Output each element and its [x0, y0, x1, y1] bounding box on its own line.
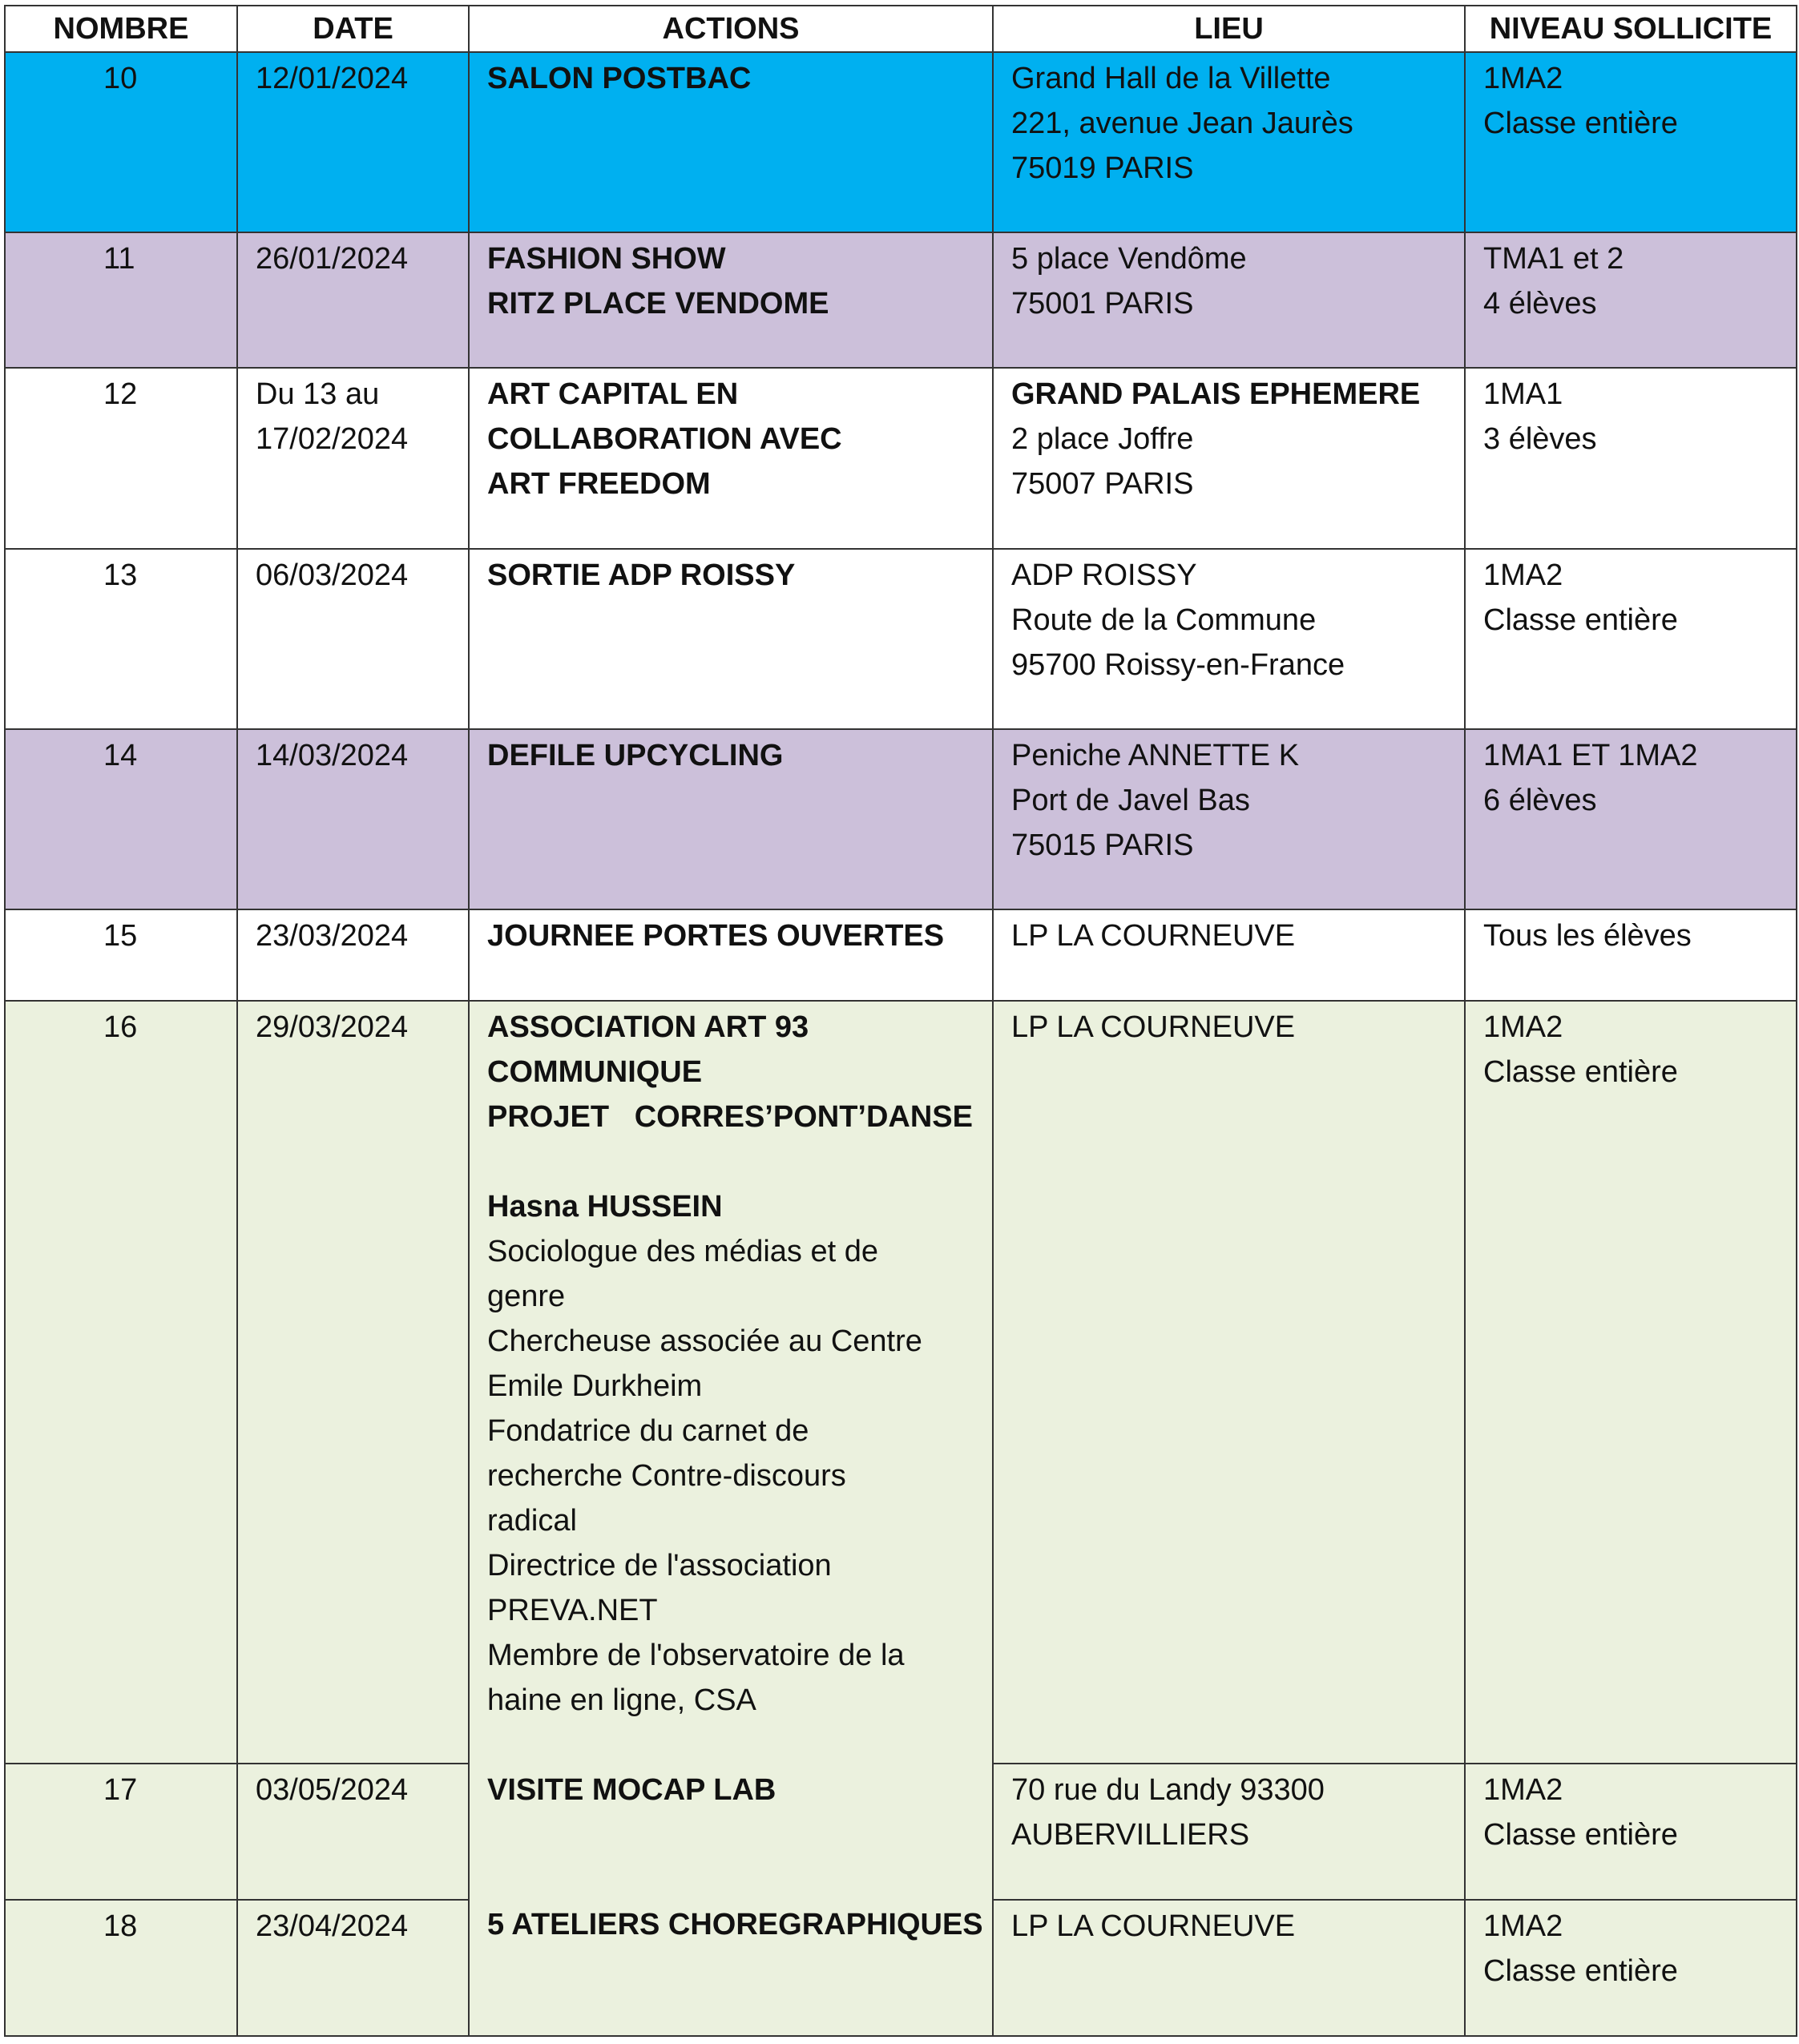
cell-actions: SORTIE ADP ROISSY: [469, 549, 993, 729]
visit-label: VISITE MOCAP LAB: [487, 1773, 776, 1807]
header-actions: ACTIONS: [469, 6, 993, 52]
cell-niveau: 1MA2 Classe entière: [1465, 1764, 1797, 1900]
cell-date: 23/04/2024: [237, 1900, 469, 2036]
cell-date: 26/01/2024: [237, 232, 469, 368]
cell-actions: FASHION SHOW RITZ PLACE VENDOME: [469, 232, 993, 368]
cell-actions: ART CAPITAL EN COLLABORATION AVEC ART FREEDOM: [469, 368, 993, 549]
table-row: [5, 52, 1797, 232]
cell-niveau: 1MA2 Classe entière: [1465, 52, 1797, 232]
header-lieu: LIEU: [993, 6, 1465, 52]
cell-lieu: LP LA COURNEUVE: [993, 1001, 1465, 1764]
cell-date: Du 13 au 17/02/2024: [237, 368, 469, 549]
cell-nombre: 10: [5, 52, 237, 232]
cell-nombre: 14: [5, 729, 237, 909]
cell-date: 14/03/2024: [237, 729, 469, 909]
cell-lieu: Peniche ANNETTE K Port de Javel Bas 75015 PARIS: [993, 729, 1465, 909]
cell-niveau: 1MA2 Classe entière: [1465, 1001, 1797, 1764]
cell-date: 06/03/2024: [237, 549, 469, 729]
cell-niveau: 1MA1 3 élèves: [1465, 368, 1797, 549]
cell-nombre: 15: [5, 909, 237, 1001]
header-date: DATE: [237, 6, 469, 52]
cell-niveau: Tous les élèves: [1465, 909, 1797, 1001]
header-niveau: NIVEAU SOLLICITE: [1465, 6, 1797, 52]
cell-date: 12/01/2024: [237, 52, 469, 232]
cell-lieu: LP LA COURNEUVE: [993, 909, 1465, 1001]
cell-lieu: LP LA COURNEUVE: [993, 1900, 1465, 2036]
cell-lieu: GRAND PALAIS EPHEMERE 2 place Joffre 75007 PARIS: [993, 368, 1465, 549]
table-row: [5, 1001, 1797, 1764]
cell-lieu: 70 rue du Landy 93300 AUBERVILLIERS: [993, 1764, 1465, 1900]
cell-actions: SALON POSTBAC: [469, 52, 993, 232]
cell-niveau: TMA1 et 2 4 élèves: [1465, 232, 1797, 368]
speaker-name: Hasna HUSSEIN: [487, 1190, 723, 1224]
table-row: [5, 549, 1797, 729]
table-row: [5, 232, 1797, 368]
cell-nombre: 12: [5, 368, 237, 549]
header-nombre: NOMBRE: [5, 6, 237, 52]
workshops-label: 5 ATELIERS CHOREGRAPHIQUES: [487, 1908, 983, 1941]
table-row: [5, 909, 1797, 1001]
cell-niveau: 1MA2 Classe entière: [1465, 1900, 1797, 2036]
cell-niveau: 1MA1 ET 1MA2 6 élèves: [1465, 729, 1797, 909]
cell-nombre: 11: [5, 232, 237, 368]
cell-date: 29/03/2024: [237, 1001, 469, 1764]
cell-niveau: 1MA2 Classe entière: [1465, 549, 1797, 729]
cell-nombre: 13: [5, 549, 237, 729]
cell-lieu: Grand Hall de la Villette 221, avenue Jean Jaurès 75019 PARIS: [993, 52, 1465, 232]
cell-nombre: 16: [5, 1001, 237, 1764]
cell-lieu: 5 place Vendôme 75001 PARIS: [993, 232, 1465, 368]
cell-nombre: 18: [5, 1900, 237, 2036]
table-row: [5, 729, 1797, 909]
table-row: [5, 368, 1797, 549]
cell-actions-merged: ASSOCIATION ART 93 COMMUNIQUE PROJET CORRES’PONT’DANSE Hasna HUSSEIN Sociologue des médias et de genre Chercheuse associée au Centre Emile Durkheim Fondatrice du carnet de recherche Contre-discours radical Directrice de l'association PREVA.NET Membre de l'observatoire de la haine en ligne, CSA VISITE MOCAP LAB 5 ATELIERS CHOREGRAPHIQUES: [469, 1001, 993, 2036]
activities-table: [4, 5, 1797, 2037]
cell-actions: JOURNEE PORTES OUVERTES: [469, 909, 993, 1001]
cell-actions: DEFILE UPCYCLING: [469, 729, 993, 909]
header-row: [5, 6, 1797, 52]
cell-lieu: ADP ROISSY Route de la Commune 95700 Roissy-en-France: [993, 549, 1465, 729]
cell-nombre: 17: [5, 1764, 237, 1900]
cell-date: 23/03/2024: [237, 909, 469, 1001]
cell-date: 03/05/2024: [237, 1764, 469, 1900]
